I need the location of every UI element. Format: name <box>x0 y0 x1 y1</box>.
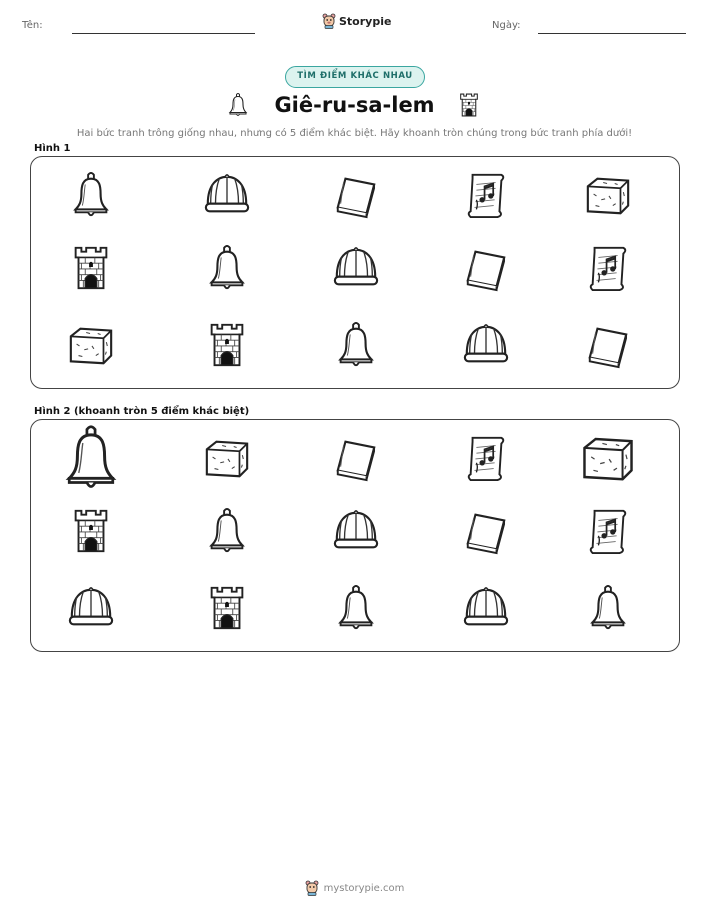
bell-icon[interactable] <box>584 584 632 632</box>
book-icon[interactable] <box>332 434 380 482</box>
book-icon <box>332 171 380 219</box>
music-scroll-icon <box>462 171 510 219</box>
activity-badge: TÌM ĐIỂM KHÁC NHAU <box>285 66 425 88</box>
bell-icon[interactable] <box>57 424 125 492</box>
stone-block-icon[interactable] <box>203 434 251 482</box>
panel1-label: Hình 1 <box>34 143 71 154</box>
stone-block-icon[interactable] <box>580 430 636 486</box>
brand-name: Storypie <box>339 14 392 28</box>
tower-icon[interactable] <box>67 507 115 555</box>
book-icon[interactable] <box>462 507 510 555</box>
music-scroll-icon[interactable] <box>584 507 632 555</box>
bell-icon <box>332 321 380 369</box>
page-title: Giê-ru-sa-lem <box>274 93 435 117</box>
bell-icon <box>67 171 115 219</box>
mascot-icon <box>305 880 319 896</box>
date-line[interactable] <box>538 33 686 34</box>
instructions: Hai bức tranh trông giống nhau, nhưng có 5 điểm khác biệt. Hãy khoanh tròn chúng trong bức tranh phía dưới! <box>76 128 633 139</box>
name-line[interactable] <box>72 33 255 34</box>
dome-icon[interactable] <box>332 507 380 555</box>
bell-icon[interactable] <box>332 584 380 632</box>
dome-icon[interactable] <box>67 584 115 632</box>
tower-icon[interactable] <box>203 584 251 632</box>
dome-icon <box>332 244 380 292</box>
brand-logo <box>322 13 391 29</box>
mascot-icon <box>322 13 336 29</box>
book-icon <box>584 321 632 369</box>
date-label: Ngày: <box>492 20 521 31</box>
stone-block-icon <box>67 321 115 369</box>
music-scroll-icon[interactable] <box>462 434 510 482</box>
picture-1-panel <box>30 156 680 389</box>
tower-icon <box>67 244 115 292</box>
bell-icon <box>203 244 251 292</box>
dome-icon[interactable] <box>462 584 510 632</box>
tower-icon <box>458 92 480 118</box>
music-scroll-icon <box>584 244 632 292</box>
book-icon <box>462 244 510 292</box>
dome-icon <box>462 321 510 369</box>
name-label: Tên: <box>22 20 43 31</box>
stone-block-icon <box>584 171 632 219</box>
footer-url: mystorypie.com <box>323 882 405 894</box>
footer <box>0 880 709 896</box>
tower-icon <box>203 321 251 369</box>
picture-2-panel[interactable] <box>30 419 680 652</box>
dome-icon <box>203 171 251 219</box>
bell-icon[interactable] <box>203 507 251 555</box>
panel2-label: Hình 2 (khoanh tròn 5 điểm khác biệt) <box>34 406 250 417</box>
